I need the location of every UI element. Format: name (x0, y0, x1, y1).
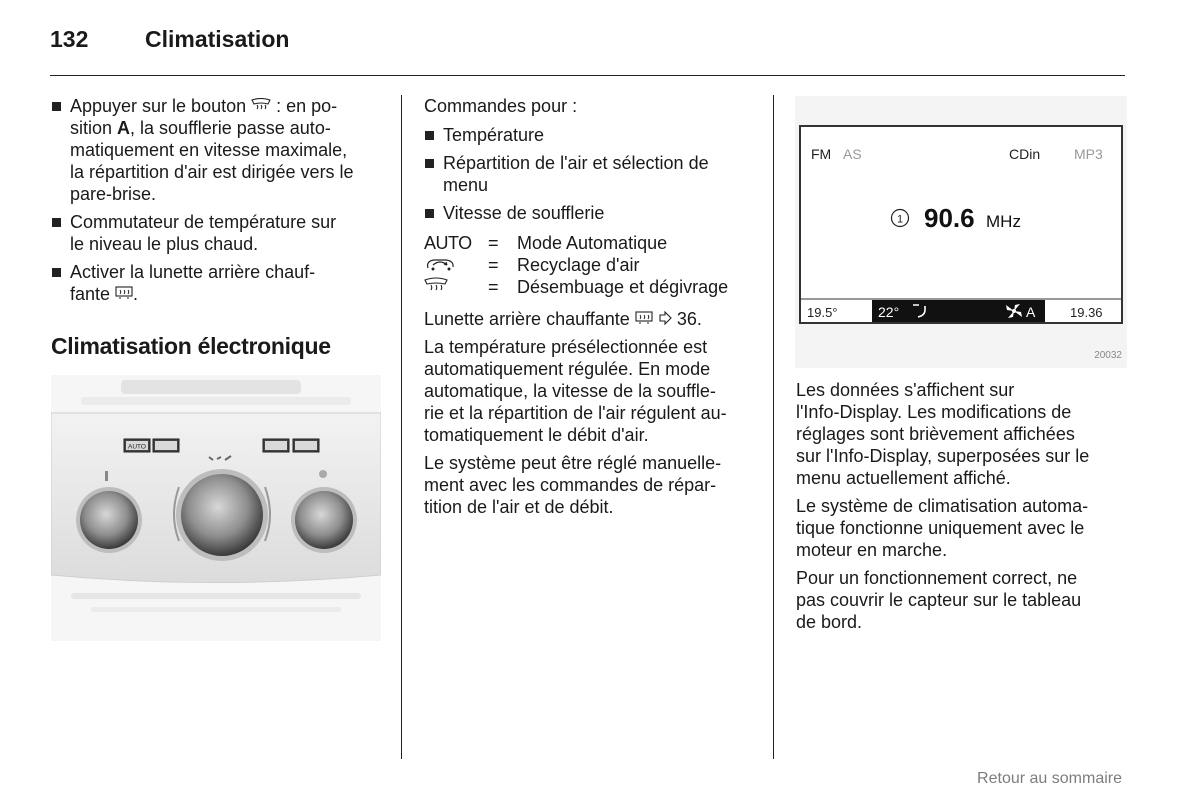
paragraph-auto-mode: La température présélectionnée est automatiquement régulée. En mode automatique, la vitesse de la souffle- rie et la répartition de l'air régulent au- tomatiquement le débit d'air. (424, 337, 727, 445)
column-2 (424, 95, 759, 524)
header-rule (50, 75, 1125, 76)
display-mp3: MP3 (1074, 146, 1103, 162)
column-3 (796, 379, 1131, 639)
command-temperature: Température (424, 124, 759, 146)
info-display-illustration (795, 96, 1127, 373)
auto-button (124, 439, 150, 452)
bullet-square (52, 218, 61, 227)
rear-window-heat-icon (115, 286, 133, 300)
column-divider-2 (773, 95, 774, 759)
rear-window-reference: Lunette arrière chauffante 36. (424, 309, 702, 329)
bullet-rear-window: Activer la lunette arrière chauf- fante . (51, 261, 386, 305)
display-preset: 1 (896, 213, 904, 226)
display-unit: MHz (986, 212, 1021, 231)
bullet-temperature-switch: Commutateur de température sur le niveau le plus chaud. (51, 211, 386, 255)
paragraph-manual-mode: Le système peut être réglé manuelle- ment avec les commandes de répar- tition de l'air et de débit. (424, 453, 722, 517)
legend-row-recirc: = Recyclage d'air (424, 254, 759, 276)
air-recirculation-icon (424, 255, 458, 271)
paragraph-engine-running: Le système de climatisation automa- tique fonctionne uniquement avec le moteur en marche. (796, 496, 1089, 560)
page-header (50, 26, 289, 53)
section-heading: Climatisation électronique (51, 333, 331, 359)
legend-row-auto: AUTO = Mode Automatique (424, 233, 668, 253)
column-1 (51, 95, 386, 361)
temperature-knob (76, 487, 142, 553)
climate-panel-illustration (51, 375, 381, 646)
paragraph-info-display: Les données s'affichent sur l'Info-Display. Les modifications de réglages sont brièvement affichées sur l'Info-Display, superposées sur le menu actuellement affiché. (796, 380, 1090, 488)
back-to-contents-link[interactable]: Retour au sommaire (977, 770, 1122, 787)
commands-intro: Commandes pour : (424, 96, 578, 116)
display-as: AS (843, 146, 862, 162)
image-reference: 20032 (1094, 350, 1122, 361)
column-divider-1 (401, 95, 402, 759)
command-air-distribution: Répartition de l'air et sélection de menu (424, 152, 759, 196)
bullet-square (52, 102, 61, 111)
windshield-defrost-icon (251, 98, 271, 112)
display-frequency: 90.6 (924, 203, 975, 233)
windshield-defrost-icon (424, 277, 448, 293)
symbol-legend (424, 232, 759, 298)
legend-row-defrost: = Désembuage et dégivrage (424, 276, 759, 298)
rear-window-heat-icon (635, 311, 653, 325)
svg-text:AUTO: AUTO (128, 443, 146, 451)
display-band: FM (811, 146, 832, 162)
bullet-defrost-button: Appuyer sur le bouton : en po- sition A, la soufflerie passe auto- matiquement en vitesse maximale, la répartition d'air est dirigée vers le pare-brise. (51, 95, 386, 205)
display-mode: A (1026, 304, 1036, 320)
bullet-square (52, 268, 61, 277)
page-title: Climatisation (145, 26, 290, 52)
display-clock: 19.36 (1070, 305, 1103, 320)
display-outside-temp: 19.5° (807, 305, 838, 320)
fan-speed-knob (291, 487, 357, 553)
arrow-right-icon (658, 311, 672, 325)
paragraph-sensor: Pour un fonctionnement correct, ne pas couvrir le capteur sur le tableau de bord. (796, 568, 1082, 632)
page-number: 132 (50, 26, 89, 52)
display-set-temp: 22° (878, 304, 900, 320)
display-source: CDin (1009, 146, 1041, 162)
command-fan-speed: Vitesse de soufflerie (424, 202, 759, 224)
